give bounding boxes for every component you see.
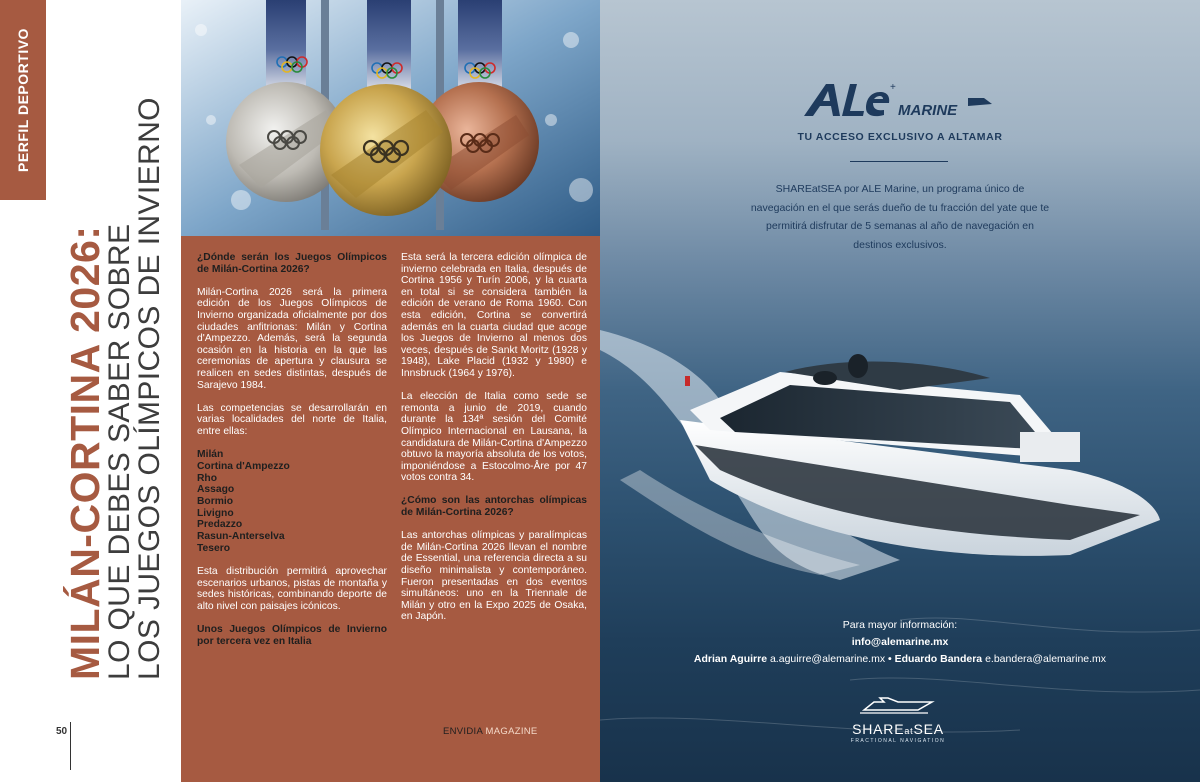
- svg-text:+: +: [890, 82, 896, 93]
- article-box: [181, 236, 600, 782]
- yacht-logo-icon: [858, 694, 938, 716]
- city-item: Predazzo: [197, 519, 243, 531]
- at-word: at: [904, 726, 914, 736]
- city-item: Bormio: [197, 495, 234, 507]
- article-paragraph: La elección de Italia como sede se remonta a junio de 2019, cuando durante la 134ª sesión del Comité Olímpico Internacional en Lausana, la candidatura de Milán-Cortina d'Ampezzo obtuvo la mayoría absoluta de los votos, imponiéndose a Estocolmo-Åre por 47 votos contra 34.: [401, 391, 587, 484]
- tagline: TU ACCESO EXCLUSIVO A ALTAMAR: [797, 131, 1003, 143]
- medals-illustration: [181, 0, 600, 236]
- article-column-left: [197, 252, 387, 659]
- contact-person-name: Eduardo Bandera: [894, 653, 983, 665]
- city-item: Cortina d'Ampezzo: [197, 460, 290, 472]
- contact-intro: Para mayor información:: [842, 619, 958, 631]
- title-line-2: LO QUE DEBES SABER SOBRE: [103, 223, 136, 680]
- article-paragraph: Milán-Cortina 2026 será la primera edición de los Juegos Olímpicos de Invierno organizada oficialmente por dos ciudades anfitrionas: Milán y Cortina d'Ampezzo. Además, será la segunda ocasión en la historia en la que las ceremonias de apertura y clausura se realicen en sedes distintas, después de Sarajevo 1984.: [197, 286, 387, 391]
- title-line-1: MILÁN-CORTINA 2026:: [62, 225, 108, 680]
- city-item: Livigno: [197, 507, 234, 519]
- footer-brand: ENVIDIA: [443, 726, 483, 737]
- section-label: PERFIL DEPORTIVO: [15, 28, 31, 172]
- article-paragraph: Esta será la tercera edición olímpica de invierno celebrada en Italia, después de Cortina 1956 y Turín 2006, y la cuarta en total si se considera también la edición de verano de Roma 1960. Con esta edición, Cortina se convertirá además en la cuarta ciudad que acoge los Juegos de Invierno al menos dos veces, después de Sankt Moritz (1928 y 1948), Lake Placid (1932 y 1980) e Innsbruck (1964 y 1976).: [401, 252, 587, 379]
- page-number: 50: [56, 726, 68, 737]
- question-heading: ¿Dónde serán los Juegos Olímpicos de Milán-Cortina 2026?: [197, 252, 387, 275]
- question-heading: ¿Cómo son las antorchas olímpicas de Milán-Cortina 2026?: [401, 495, 587, 519]
- ale-marine-logo: [800, 78, 1000, 122]
- magazine-footer: [443, 726, 538, 737]
- city-item: Rasun-Anterselva: [197, 531, 285, 543]
- contact-person-name: Adrian Aguirre: [693, 653, 768, 665]
- contact-info: [600, 617, 1200, 668]
- contact-email[interactable]: info@alemarine.mx: [851, 636, 949, 648]
- sea-word: SEA: [913, 721, 944, 737]
- right-page-ad: [600, 0, 1200, 782]
- question-heading: Unos Juegos Olímpicos de Invierno por tercera vez en Italia: [197, 623, 387, 647]
- promo-text: SHAREatSEA por ALE Marine, un programa único de navegación en el que serás dueño de tu fracción del yate que te permitirá disfrutar de 5 semanas al año de navegación en destinos exclusivos.: [750, 183, 1050, 251]
- olympic-medals-photo: [181, 0, 600, 236]
- article-paragraph: Las competencias se desarrollarán en varias localidades del norte de Italia, entre ellas:: [197, 402, 387, 437]
- article-title: [62, 97, 166, 680]
- ale-marine-logo-mark: [800, 78, 1000, 122]
- divider-line: [850, 161, 948, 162]
- share-at-sea-subtitle: FRACTIONAL NAVIGATION: [850, 738, 946, 744]
- city-item: Milán: [197, 449, 224, 461]
- section-tab: [0, 0, 46, 200]
- share-at-sea-wordmark: [828, 721, 968, 737]
- logo-marine-text: MARINE: [898, 102, 958, 119]
- host-cities-list: [197, 449, 387, 554]
- share-at-sea-logo: [828, 694, 968, 750]
- title-line-3: LOS JUEGOS OLÍMPICOS DE INVIERNO: [133, 97, 166, 680]
- contact-person-email[interactable]: a.aguirre@alemarine.mx: [769, 653, 886, 665]
- article-column-right: [401, 252, 587, 635]
- footer-magazine: MAGAZINE: [485, 726, 538, 737]
- page-number-rule: [70, 722, 71, 770]
- article-paragraph: Esta distribución permitirá aprovechar escenarios urbanos, pistas de montaña y sedes históricas, combinando deporte de alto nivel con paisajes icónicos.: [197, 566, 387, 612]
- share-word: SHARE: [852, 721, 905, 737]
- city-item: Rho: [197, 472, 218, 484]
- contact-people: [600, 651, 1200, 668]
- contact-separator: •: [888, 653, 892, 665]
- city-item: Assago: [197, 484, 235, 496]
- city-item: Tesero: [197, 542, 231, 554]
- article-paragraph: Las antorchas olímpicas y paralímpicas de Milán-Cortina 2026 llevan el nombre de Essential, una referencia directa a su diseño minimalista y contemporáneo. Fueron presentadas en dos eventos simultáneos: uno en la Triennale de Milán y otro en la Expo 2025 de Osaka, en Japón.: [401, 530, 587, 623]
- contact-person-email[interactable]: e.bandera@alemarine.mx: [985, 653, 1107, 665]
